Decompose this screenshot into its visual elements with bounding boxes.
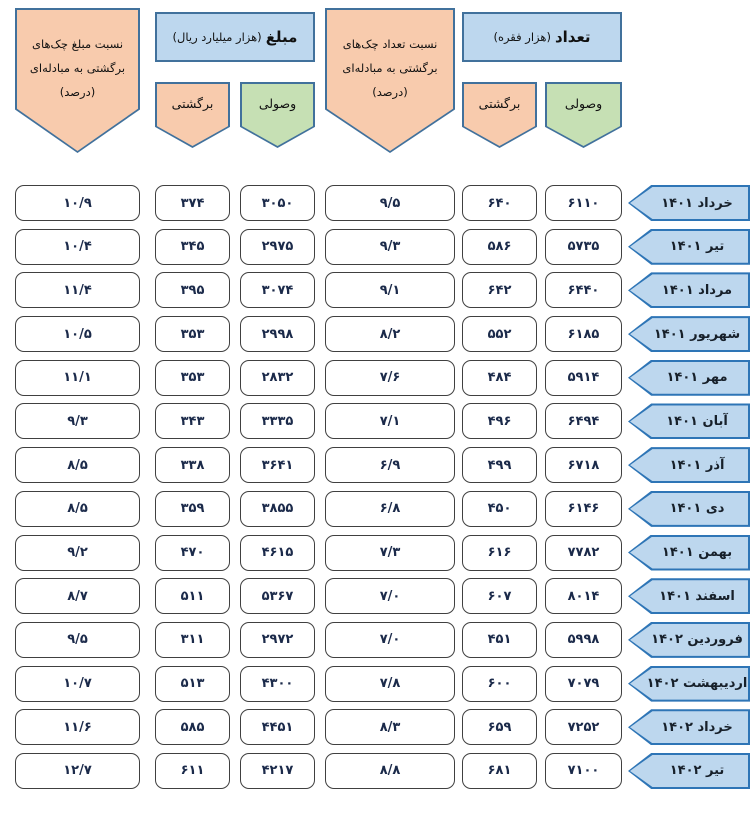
month-label-tab — [628, 403, 750, 439]
count-collected-header — [545, 82, 622, 148]
cell-count-collected: ۷۲۵۲ — [545, 709, 622, 745]
cell-count-bounced: ۶۵۹ — [462, 709, 537, 745]
cell-amount-bounced: ۵۸۵ — [155, 709, 230, 745]
count-ratio-arrow-shape — [325, 8, 455, 153]
cell-count-bounced: ۴۵۰ — [462, 491, 537, 527]
cell-count-bounced: ۴۸۴ — [462, 360, 537, 396]
cell-count-collected: ۵۷۳۵ — [545, 229, 622, 265]
cell-amount-ratio: ۸/۵ — [15, 447, 140, 483]
cell-amount-bounced: ۴۷۰ — [155, 535, 230, 571]
cell-count-collected: ۶۷۱۸ — [545, 447, 622, 483]
cell-count-ratio: ۷/۳ — [325, 535, 455, 571]
month-label: دی ۱۴۰۱ — [669, 501, 725, 517]
cell-count-ratio: ۸/۳ — [325, 709, 455, 745]
table-row — [15, 272, 750, 308]
cell-count-bounced: ۴۹۶ — [462, 403, 537, 439]
cell-amount-ratio: ۸/۷ — [15, 578, 140, 614]
month-label: اسفند ۱۴۰۱ — [659, 588, 735, 604]
month-label: آبان ۱۴۰۱ — [666, 413, 728, 429]
count-bounced-header — [462, 82, 537, 148]
amount-unit: (هزار میلیارد ریال) — [172, 30, 262, 44]
count-ratio-note: نسبت تعداد چک‌های برگشتی به مبادله‌ای (درصد) — [342, 37, 438, 100]
data-rows — [15, 185, 750, 797]
cell-count-ratio: ۷/۸ — [325, 666, 455, 702]
cell-count-collected: ۷۷۸۲ — [545, 535, 622, 571]
month-label: مرداد ۱۴۰۱ — [661, 282, 733, 298]
cell-count-collected: ۶۴۹۴ — [545, 403, 622, 439]
table-row — [15, 578, 750, 614]
cell-amount-collected: ۲۹۷۵ — [240, 229, 315, 265]
cell-amount-collected: ۲۸۳۲ — [240, 360, 315, 396]
month-label: شهریور ۱۴۰۱ — [653, 326, 741, 342]
cell-count-ratio: ۹/۵ — [325, 185, 455, 221]
cell-amount-ratio: ۱۱/۱ — [15, 360, 140, 396]
cell-count-collected: ۶۴۴۰ — [545, 272, 622, 308]
cell-count-bounced: ۶۰۷ — [462, 578, 537, 614]
table-row — [15, 666, 750, 702]
table-row — [15, 491, 750, 527]
cell-count-collected: ۷۰۷۹ — [545, 666, 622, 702]
cell-amount-ratio: ۸/۵ — [15, 491, 140, 527]
cell-count-collected: ۶۱۴۶ — [545, 491, 622, 527]
month-label-tab — [628, 229, 750, 265]
cell-count-bounced: ۵۸۶ — [462, 229, 537, 265]
cell-amount-ratio: ۱۲/۷ — [15, 753, 140, 789]
cell-amount-bounced: ۳۵۳ — [155, 316, 230, 352]
cell-amount-collected: ۳۸۵۵ — [240, 491, 315, 527]
cell-amount-bounced: ۳۴۳ — [155, 403, 230, 439]
cell-count-ratio: ۷/۰ — [325, 578, 455, 614]
month-label-tab — [628, 753, 750, 789]
table-row — [15, 403, 750, 439]
month-label: فروردین ۱۴۰۲ — [651, 632, 743, 648]
month-label: مهر ۱۴۰۱ — [666, 370, 728, 386]
cell-amount-collected: ۴۲۱۷ — [240, 753, 315, 789]
cell-amount-ratio: ۹/۳ — [15, 403, 140, 439]
month-label-tab — [628, 622, 750, 658]
cell-amount-bounced: ۵۱۳ — [155, 666, 230, 702]
month-label-tab — [628, 185, 750, 221]
table-row — [15, 229, 750, 265]
cell-amount-collected: ۳۶۴۱ — [240, 447, 315, 483]
cell-count-collected: ۶۱۸۵ — [545, 316, 622, 352]
cell-amount-ratio: ۱۰/۵ — [15, 316, 140, 352]
cell-count-ratio: ۹/۱ — [325, 272, 455, 308]
cell-count-collected: ۸۰۱۴ — [545, 578, 622, 614]
table-row — [15, 622, 750, 658]
cell-amount-ratio: ۱۰/۹ — [15, 185, 140, 221]
amount-ratio-arrow-shape — [15, 8, 140, 153]
cell-count-collected: ۵۹۱۴ — [545, 360, 622, 396]
month-label-tab — [628, 709, 750, 745]
cell-count-ratio: ۷/۶ — [325, 360, 455, 396]
month-label: بهمن ۱۴۰۱ — [661, 545, 733, 560]
cell-amount-collected: ۳۰۵۰ — [240, 185, 315, 221]
cell-amount-collected: ۳۳۳۵ — [240, 403, 315, 439]
cell-amount-collected: ۵۳۶۷ — [240, 578, 315, 614]
cell-count-bounced: ۶۰۰ — [462, 666, 537, 702]
month-label-tab — [628, 360, 750, 396]
cell-count-bounced: ۶۴۲ — [462, 272, 537, 308]
amount-ratio-note: نسبت مبلغ چک‌های برگشتی به مبادله‌ای (درصد) — [29, 37, 126, 100]
cell-amount-ratio: ۱۰/۴ — [15, 229, 140, 265]
month-label-tab — [628, 578, 750, 614]
cell-amount-collected: ۳۰۷۴ — [240, 272, 315, 308]
cell-count-ratio: ۶/۹ — [325, 447, 455, 483]
month-label-tab — [628, 316, 750, 352]
cell-count-ratio: ۸/۲ — [325, 316, 455, 352]
cell-count-ratio: ۶/۸ — [325, 491, 455, 527]
cell-amount-collected: ۴۳۰۰ — [240, 666, 315, 702]
table-row — [15, 447, 750, 483]
count-header — [462, 12, 622, 62]
cell-count-collected: ۶۱۱۰ — [545, 185, 622, 221]
cell-amount-ratio: ۱۱/۶ — [15, 709, 140, 745]
cell-amount-ratio: ۱۰/۷ — [15, 666, 140, 702]
amount-collected-header — [240, 82, 315, 148]
table-row — [15, 753, 750, 789]
cell-amount-collected: ۲۹۷۲ — [240, 622, 315, 658]
month-label: تیر ۱۴۰۱ — [669, 239, 725, 255]
count-bounced-label: برگشتی — [478, 96, 521, 112]
amount-bounced-label: برگشتی — [171, 96, 214, 112]
table-row — [15, 185, 750, 221]
cell-count-bounced: ۴۹۹ — [462, 447, 537, 483]
cell-count-ratio: ۹/۳ — [325, 229, 455, 265]
cell-amount-bounced: ۳۵۹ — [155, 491, 230, 527]
cell-amount-bounced: ۵۱۱ — [155, 578, 230, 614]
month-label: آذر ۱۴۰۱ — [669, 457, 725, 473]
month-label: خرداد ۱۴۰۱ — [661, 195, 733, 211]
cell-amount-bounced: ۳۷۴ — [155, 185, 230, 221]
month-label-tab — [628, 535, 750, 571]
cell-count-ratio: ۸/۸ — [325, 753, 455, 789]
month-label-tab — [628, 272, 750, 308]
table-row — [15, 535, 750, 571]
cell-count-collected: ۵۹۹۸ — [545, 622, 622, 658]
cell-count-bounced: ۶۸۱ — [462, 753, 537, 789]
month-label-tab — [628, 666, 750, 702]
cell-amount-bounced: ۳۴۵ — [155, 229, 230, 265]
cell-count-collected: ۷۱۰۰ — [545, 753, 622, 789]
month-label-tab — [628, 447, 750, 483]
amount-title: مبلغ — [265, 28, 298, 46]
cell-amount-collected: ۲۹۹۸ — [240, 316, 315, 352]
count-title: تعداد — [554, 28, 591, 46]
amount-collected-label: وصولی — [258, 96, 297, 112]
month-label: اردیبهشت ۱۴۰۲ — [646, 676, 748, 692]
cell-amount-bounced: ۳۹۵ — [155, 272, 230, 308]
table-row — [15, 709, 750, 745]
cell-amount-bounced: ۶۱۱ — [155, 753, 230, 789]
count-unit: (هزار فقره) — [493, 30, 551, 44]
table-row — [15, 360, 750, 396]
cell-amount-ratio: ۹/۵ — [15, 622, 140, 658]
amount-bounced-header — [155, 82, 230, 148]
cell-count-bounced: ۵۵۲ — [462, 316, 537, 352]
amount-header — [155, 12, 315, 62]
cell-count-bounced: ۴۵۱ — [462, 622, 537, 658]
cell-amount-bounced: ۳۳۸ — [155, 447, 230, 483]
cell-amount-ratio: ۹/۲ — [15, 535, 140, 571]
cell-amount-bounced: ۳۱۱ — [155, 622, 230, 658]
month-label: خرداد ۱۴۰۲ — [661, 719, 733, 735]
cell-amount-collected: ۴۶۱۵ — [240, 535, 315, 571]
cell-amount-collected: ۴۴۵۱ — [240, 709, 315, 745]
cell-amount-bounced: ۳۵۳ — [155, 360, 230, 396]
cell-count-ratio: ۷/۱ — [325, 403, 455, 439]
cell-count-bounced: ۶۴۰ — [462, 185, 537, 221]
count-collected-label: وصولی — [564, 96, 603, 112]
cell-count-ratio: ۷/۰ — [325, 622, 455, 658]
table-row — [15, 316, 750, 352]
month-label-tab — [628, 491, 750, 527]
cell-amount-ratio: ۱۱/۴ — [15, 272, 140, 308]
cell-count-bounced: ۶۱۶ — [462, 535, 537, 571]
month-label: تیر ۱۴۰۲ — [669, 763, 725, 779]
